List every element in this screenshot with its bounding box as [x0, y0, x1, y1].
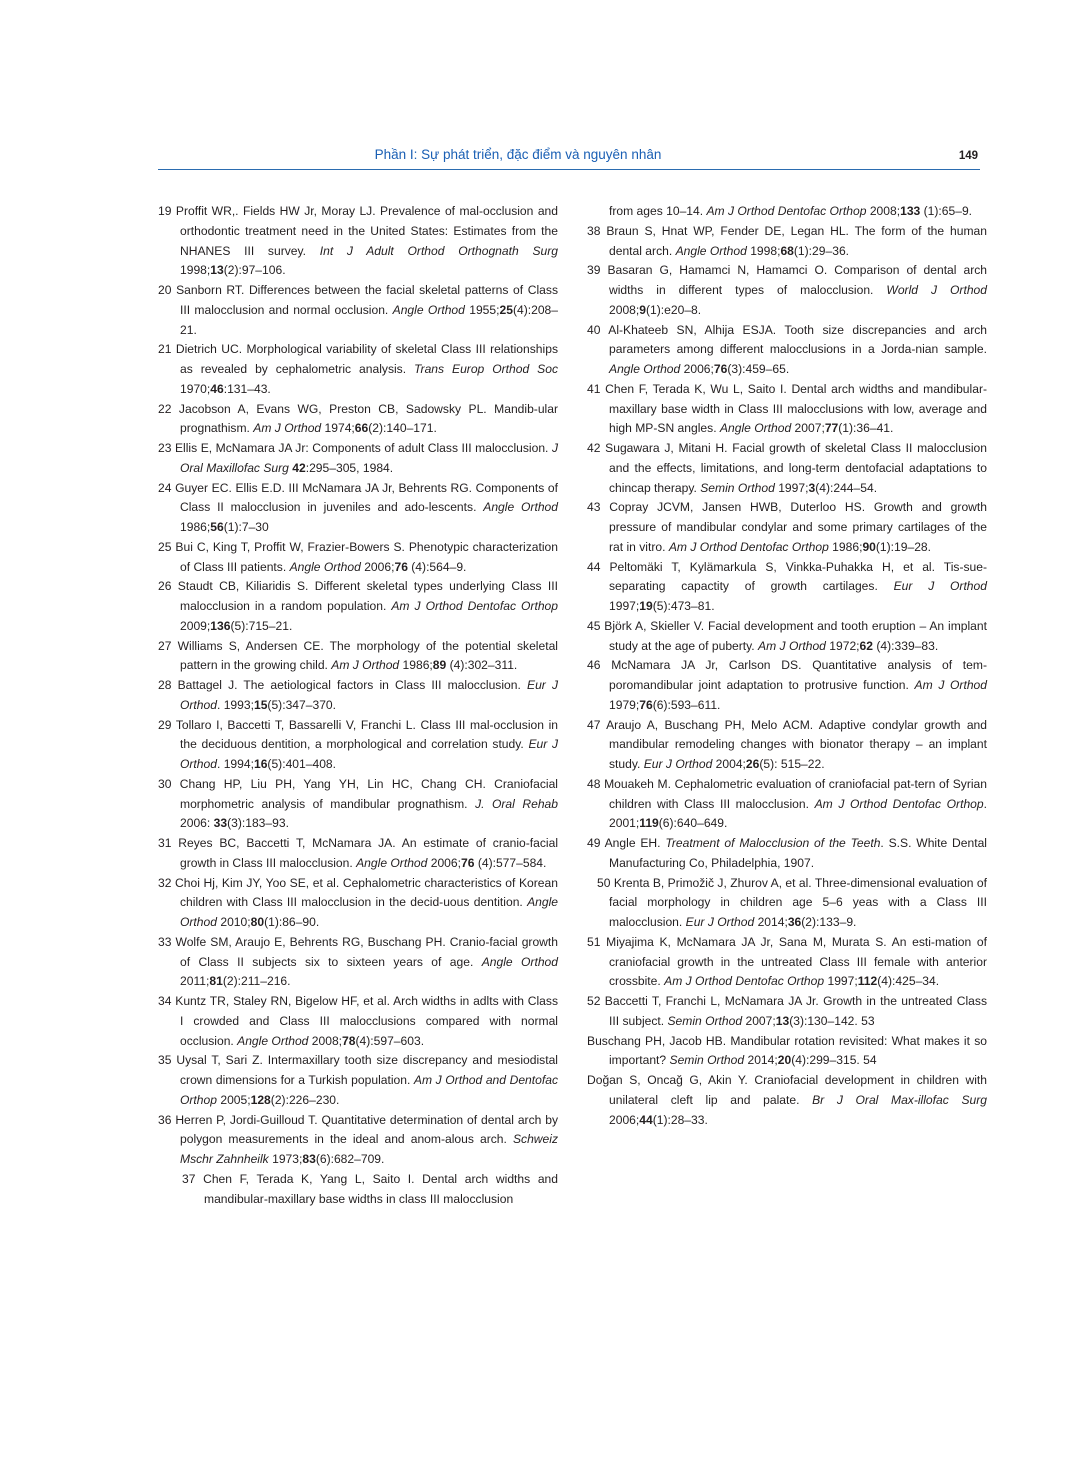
volume-number: 68	[780, 243, 794, 258]
volume-number: 119	[639, 816, 659, 831]
journal-name: Semin Orthod	[667, 1013, 743, 1028]
reference-text: 1986;	[180, 520, 211, 534]
journal-name: Angle Orthod	[719, 421, 792, 436]
reference-text: 23 Ellis E, McNamara JA Jr: Components of adult Class III malocclusion.	[158, 441, 552, 455]
reference-item	[158, 479, 558, 538]
volume-number: 20	[777, 1053, 792, 1068]
reference-text: 40 Al-Khateeb SN, Alhija ESJA. Tooth size discrepancies and arch parameters among different malocclusions in a Jorda-nian sample.	[587, 322, 987, 357]
reference-text: 1986;	[399, 658, 433, 673]
reference-text: (1):19–28.	[875, 539, 932, 554]
reference-text: (4):577–584.	[474, 855, 547, 870]
reference-text: . 2001;	[609, 796, 987, 831]
volume-number: 13	[775, 1013, 790, 1028]
reference-text: 51 Miyajima K, McNamara JA Jr, Sana M, Murata S. An esti-mation of craniofacial growth in the untreated Class III female with anterior crossbite.	[587, 934, 987, 989]
reference-text: (5):715–21.	[230, 618, 293, 633]
reference-text: 1973;	[268, 1152, 303, 1166]
volume-number: 89	[432, 658, 447, 673]
reference-text: (1):36–41.	[838, 421, 894, 436]
reference-text: (5):401–408.	[267, 757, 337, 771]
reference-item	[587, 617, 987, 657]
reference-text: (3):459–65.	[727, 362, 790, 376]
reference-text: 27 Williams S, Andersen CE. The morphology of the potential skeletal pattern in the growing child.	[158, 638, 558, 673]
reference-item	[587, 1032, 987, 1072]
reference-item	[158, 775, 558, 834]
volume-number: 136	[210, 618, 231, 633]
reference-item	[158, 538, 558, 578]
journal-name: Angle Orthod	[483, 500, 558, 515]
reference-text: 22 Jacobson A, Evans WG, Preston CB, Sadowsky PL. Mandib-ular prognathism.	[158, 401, 558, 436]
reference-text: 2006:	[180, 816, 214, 831]
reference-item	[587, 992, 987, 1032]
volume-number: 76	[639, 697, 653, 712]
journal-name: Am J Orthod Dentofac Orthop	[391, 599, 558, 613]
reference-item	[587, 874, 987, 933]
reference-item	[158, 992, 558, 1051]
reference-text: 47 Araujo A, Buschang PH, Melo ACM. Adaptive condylar growth and mandibular remodeling changes with bionator therapy – an implant study.	[587, 717, 987, 771]
volume-number: 76	[394, 559, 408, 574]
journal-name: Am J Orthod Dentofac Orthop	[664, 974, 825, 989]
reference-item	[158, 1111, 558, 1170]
reference-text: . 1994;	[216, 757, 254, 771]
reference-text: 41 Chen F, Terada K, Wu L, Saito I. Dental arch widths and mandibular-maxillary base width in Class III malocclusions with low, average and high MP-SN angles.	[587, 381, 987, 436]
reference-text: 2008;	[308, 1033, 343, 1048]
volume-number: 33	[213, 816, 228, 831]
reference-text: Buschang PH, Jacob HB. Mandibular rotation revisited: What makes it so important?	[587, 1033, 987, 1068]
reference-item	[587, 222, 987, 262]
volume-number: 66	[354, 421, 369, 436]
reference-text: 1998;	[746, 243, 781, 258]
chapter-title: Phần I: Sự phát triển, đặc điểm và nguyên nhân	[374, 147, 662, 162]
volume-number: 56	[210, 520, 224, 534]
journal-name: Angle Orthod	[356, 855, 428, 870]
reference-item	[587, 498, 987, 557]
reference-text: 2006;	[680, 362, 714, 376]
journal-name: Eur J Orthod	[643, 757, 713, 771]
reference-text: (4):564–9.	[407, 559, 467, 574]
reference-item	[158, 676, 558, 716]
journal-name: J. Oral Rehab	[475, 796, 558, 811]
journal-name: Angle Orthod	[609, 362, 681, 376]
reference-text: 1997;	[824, 974, 858, 989]
volume-number: 90	[862, 539, 876, 554]
journal-name: Am J Orthod Dentofac Orthop	[668, 539, 829, 554]
journal-name: Eur J Orthod	[180, 737, 558, 771]
reference-text: 2008;	[866, 204, 901, 218]
reference-item	[587, 834, 987, 874]
reference-text: 35 Uysal T, Sari Z. Intermaxillary tooth size discrepancy and mesiodistal crown dimensions for a Turkish population.	[158, 1053, 558, 1087]
reference-text: 31 Reyes BC, Baccetti T, McNamara JA. An estimate of cranio-facial growth in Class III malocclusion.	[158, 836, 558, 870]
reference-text: (6):593–611.	[652, 697, 721, 712]
journal-name: Angle Orthod	[392, 302, 465, 317]
reference-text: (1):29–36.	[793, 243, 850, 258]
reference-text: 43 Copray JCVM, Jansen HWB, Duterloo HS. Growth and growth pressure of mandibular condylar and some primary cartilages of the rat in vitro.	[587, 500, 987, 554]
reference-text: 2006;	[360, 559, 395, 574]
reference-text: (2):133–9.	[801, 915, 857, 929]
journal-name: World J Orthod	[886, 283, 987, 297]
reference-text: (1):28–33.	[652, 1112, 708, 1127]
reference-text: 1979;	[609, 697, 640, 712]
reference-item	[587, 775, 987, 834]
journal-name: Am J Orthod	[758, 638, 826, 653]
journal-name: Angle Orthod	[481, 954, 558, 969]
reference-text: 19 Proffit WR,. Fields HW Jr, Moray LJ. Prevalence of mal-occlusion and orthodontic treatment need in the United States: Estimates from the NHANES III survey.	[158, 204, 558, 258]
reference-item	[158, 577, 558, 636]
volume-number: 42	[292, 460, 306, 475]
reference-text: (2):226–230.	[270, 1092, 340, 1107]
volume-number: 13	[210, 263, 224, 278]
reference-text: (4):339–83.	[873, 638, 939, 653]
reference-text: 36 Herren P, Jordi-Guilloud T. Quantitative determination of dental arch by polygon measurements in the ideal and anom-alous arch.	[158, 1112, 558, 1147]
reference-text: (6):682–709.	[315, 1152, 385, 1166]
reference-text: (4):302–311.	[446, 658, 518, 673]
reference-item	[158, 439, 558, 479]
reference-text: 49 Angle EH.	[587, 836, 666, 850]
reference-text: (4):425–34.	[877, 974, 940, 989]
journal-name: Angle Orthod	[180, 895, 558, 929]
reference-text: (1):65–9.	[920, 204, 973, 218]
reference-text: 2007;	[791, 421, 825, 436]
reference-text: 46 McNamara JA Jr, Carlson DS. Quantitative analysis of tem-poromandibular joint adaptation to protrusive function.	[587, 658, 987, 692]
journal-name: Trans Europ Orthod Soc	[414, 362, 559, 376]
reference-item	[587, 439, 987, 498]
reference-text: 29 Tollaro I, Baccetti T, Bassarelli V, Franchi L. Class III mal-occlusion in the deciduous dentition, a morphological and correlation study.	[158, 717, 558, 752]
journal-name: Eur J Orthod	[180, 678, 558, 712]
volume-number: 36	[787, 915, 802, 929]
journal-name: Am J Orthod	[331, 658, 400, 673]
reference-text: (2):140–171.	[368, 421, 437, 436]
reference-item	[158, 874, 558, 933]
reference-text: 30 Chang HP, Liu PH, Yang YH, Lin HC, Chang CH. Craniofacial morphometric analysis of mandibular prognathism.	[158, 776, 558, 811]
journal-name: Am J Orthod	[914, 678, 987, 692]
reference-text: 48 Mouakeh M. Cephalometric evaluation of craniofacial pat-tern of Syrian children with Class III malocclusion.	[587, 776, 987, 811]
journal-name: J Oral Maxillofac Surg	[180, 441, 558, 475]
reference-text: 21 Dietrich UC. Morphological variability of skeletal Class III relationships as revealed by cephalometric analysis.	[158, 342, 558, 376]
reference-item	[158, 716, 558, 775]
volume-number: 9	[639, 302, 646, 317]
reference-text: 44 Peltomäki T, Kylämarkula S, Vinkka-Puhakka H, et al. Tis-sue-separating capactity of growth cartilages.	[587, 559, 987, 594]
reference-text: 26 Staudt CB, Kiliaridis S. Different skeletal types underlying Class III malocclusion in a random population.	[158, 579, 558, 613]
reference-text: 32 Choi Hj, Kim JY, Yoo SE, et al. Cephalometric characteristics of Korean children with Class III malocclusion in the decid-uous dentition.	[158, 875, 558, 910]
journal-name: Am J Orthod and Dentofac Orthop	[180, 1073, 558, 1107]
volume-number: 77	[824, 421, 839, 436]
reference-text: (4):299–315. 54	[791, 1053, 877, 1068]
reference-text: (5): 515–22.	[759, 757, 825, 771]
volume-number: 15	[253, 697, 268, 712]
reference-text: 37 Chen F, Terada K, Yang L, Saito I. Dental arch widths and mandibular-maxillary base widths in class III malocclusion	[182, 1171, 558, 1206]
volume-number: 83	[302, 1152, 316, 1166]
reference-text: . 1993;	[216, 697, 254, 712]
reference-item	[158, 400, 558, 440]
volume-number: 3	[808, 480, 816, 495]
reference-text: 28 Battagel J. The aetiological factors in Class III malocclusion.	[158, 678, 527, 692]
reference-text: :295–305, 1984.	[305, 460, 394, 475]
reference-text: 1998;	[180, 263, 211, 278]
reference-text: 2014;	[744, 1053, 778, 1068]
references-right-column	[587, 202, 987, 1130]
reference-text: 33 Wolfe SM, Araujo E, Behrents RG, Buschang PH. Cranio-facial growth of Class II subjects six to sixteen years of age.	[158, 934, 558, 969]
volume-number: 16	[253, 757, 268, 771]
reference-text: (4):597–603.	[355, 1033, 425, 1048]
reference-text: (5):473–81.	[652, 599, 715, 613]
page-header	[158, 147, 980, 170]
reference-text: 2011;	[180, 974, 210, 989]
reference-text: 1972;	[825, 638, 860, 653]
volume-number: 44	[639, 1112, 653, 1127]
volume-number: 19	[639, 599, 653, 613]
journal-name: Am J Orthod Dentofac Orthop	[706, 204, 867, 218]
reference-text: 1970;	[180, 381, 211, 396]
page-number: 149	[958, 150, 978, 162]
reference-text: 2009;	[180, 618, 211, 633]
journal-name: Am J Orthod Dentofac Orthop	[814, 796, 984, 811]
reference-text: (2):97–106.	[223, 263, 286, 278]
references-left-column	[158, 202, 558, 1209]
journal-name: Br J Oral Max-illofac Surg	[812, 1092, 987, 1107]
volume-number: 81	[209, 974, 223, 989]
reference-text: (2):211–216.	[222, 974, 291, 989]
reference-item	[158, 637, 558, 677]
reference-text: 2008;	[609, 302, 640, 317]
reference-text: 38 Braun S, Hnat WP, Fender DE, Legan HL. The form of the human dental arch.	[587, 223, 987, 258]
journal-name: Angle Orthod	[289, 559, 361, 574]
reference-text: 25 Bui C, King T, Proffit W, Frazier-Bowers S. Phenotypic characterization of Class III patients.	[158, 539, 558, 574]
reference-text: 2014;	[754, 915, 788, 929]
reference-text: 50 Krenta B, Primožič J, Zhurov A, et al. Three-dimensional evaluation of facial morphology in children age 5–6 yeas with a Class III malocclusion.	[597, 875, 987, 929]
reference-text: 24 Guyer EC. Ellis E.D. III McNamara JA Jr, Behrents RG. Components of Class II malocclusion in juveniles and ado-lescents.	[158, 480, 558, 515]
reference-item	[158, 340, 558, 399]
reference-text: (6):640–649.	[658, 816, 728, 831]
reference-text: :131–43.	[223, 381, 271, 396]
reference-text: (3):183–93.	[227, 816, 289, 831]
reference-item	[587, 1071, 987, 1130]
reference-text: (3):130–142. 53	[789, 1013, 875, 1028]
journal-name: Eur J Orthod	[893, 579, 987, 594]
reference-text: 34 Kuntz TR, Staley RN, Bigelow HF, et al. Arch widths in adlts with Class I crowded and Class III malocclusions compared with normal occlusion.	[158, 994, 558, 1048]
reference-item	[587, 321, 987, 380]
reference-text: 2004;	[712, 757, 746, 771]
reference-item	[158, 834, 558, 874]
journal-name: Angle Orthod	[237, 1033, 309, 1048]
journal-name: Semin Orthod	[700, 480, 775, 495]
reference-text: from ages 10–14.	[609, 204, 707, 218]
reference-text: (1):7–30	[223, 520, 269, 534]
reference-text: 39 Basaran G, Hamamci N, Hamamci O. Comparison of dental arch widths in different types of malocclusion.	[587, 263, 987, 297]
journal-name: Am J Orthod	[253, 421, 322, 436]
volume-number: 76	[713, 362, 728, 376]
reference-text: (5):347–370.	[267, 697, 337, 712]
reference-item	[587, 380, 987, 439]
reference-item	[587, 656, 987, 715]
reference-text: (1):86–90.	[264, 915, 320, 929]
volume-number: 80	[250, 915, 265, 929]
reference-item	[587, 202, 987, 222]
volume-number: 25	[499, 302, 513, 317]
volume-number: 76	[461, 855, 475, 870]
volume-number: 62	[859, 638, 873, 653]
journal-name: Semin Orthod	[669, 1053, 745, 1068]
volume-number: 133	[900, 204, 921, 218]
reference-text: 2006;	[609, 1112, 640, 1127]
reference-item	[158, 1170, 558, 1210]
reference-text: 1986;	[828, 539, 863, 554]
volume-number: 78	[342, 1033, 356, 1048]
reference-text: Doğan S, Oncağ G, Akin Y. Craniofacial development in children with unilateral cleft lip and palate.	[587, 1073, 987, 1107]
reference-text: 42 Sugawara J, Mitani H. Facial growth of skeletal Class II malocclusion and the effects, limitations, and long-term dentofacial adaptations to chincap therapy.	[587, 441, 987, 495]
reference-text: 2007;	[742, 1013, 776, 1028]
reference-text: (1):e20–8.	[646, 302, 702, 317]
reference-text: 45 Björk A, Skieller V. Facial development and tooth eruption – An implant study at the age of puberty.	[587, 618, 987, 653]
reference-text: 1974;	[321, 421, 355, 436]
journal-name: Schweiz Mschr Zahnheilk	[180, 1132, 558, 1166]
reference-item	[158, 281, 558, 340]
reference-item	[587, 261, 987, 320]
reference-text: 2005;	[216, 1092, 251, 1107]
reference-item	[158, 202, 558, 281]
reference-text: 20 Sanborn RT. Differences between the facial skeletal patterns of Class III malocclusion and normal occlusion.	[158, 283, 558, 317]
reference-text: 1997;	[609, 599, 640, 613]
reference-item	[587, 933, 987, 992]
reference-text: (4):208–21.	[180, 302, 558, 337]
reference-text: 2006;	[427, 855, 461, 870]
reference-text: . S.S. White Dental Manufacturing Co, Philadelphia, 1907.	[609, 836, 987, 870]
journal-name: Int J Adult Orthod Orthognath Surg	[319, 243, 558, 258]
reference-item	[158, 1051, 558, 1110]
journal-name: Eur J Orthod	[685, 915, 755, 929]
journal-name: Treatment of Malocclusion of the Teeth	[665, 836, 881, 850]
reference-text: 1997;	[774, 480, 809, 495]
reference-text: 52 Baccetti T, Franchi L, McNamara JA Jr. Growth in the untreated Class III subject.	[587, 994, 987, 1028]
volume-number: 112	[857, 974, 878, 989]
volume-number: 26	[745, 757, 760, 771]
reference-text: 1955;	[464, 302, 500, 317]
reference-item	[587, 558, 987, 617]
reference-item	[158, 933, 558, 992]
journal-name: Angle Orthod	[675, 243, 747, 258]
reference-text: 2010;	[216, 915, 251, 929]
reference-item	[587, 716, 987, 775]
volume-number: 46	[210, 381, 224, 396]
reference-text: (4):244–54.	[815, 480, 878, 495]
volume-number: 128	[250, 1092, 271, 1107]
